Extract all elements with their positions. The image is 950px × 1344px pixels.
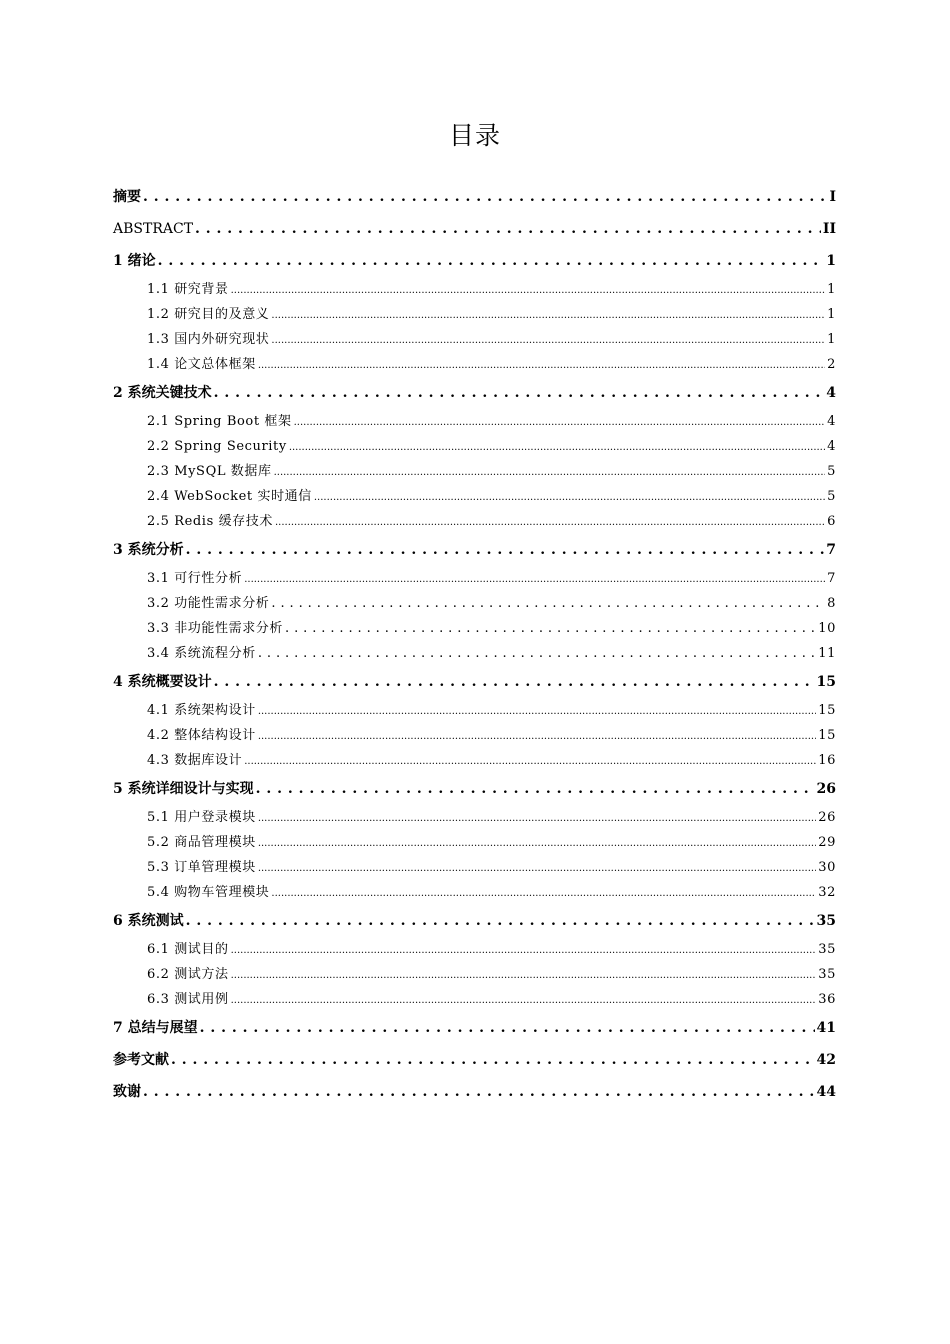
toc-entry-page: 4	[827, 414, 836, 429]
toc-entry-label: 6.3 测试用例	[147, 992, 229, 1007]
toc-entry-page: 5	[827, 489, 836, 504]
toc-entry-label: 2.3 MySQL 数据库	[147, 464, 272, 479]
dot-leader	[258, 698, 816, 724]
toc-subentry[interactable]	[113, 855, 836, 880]
toc-subentry[interactable]	[113, 723, 836, 748]
table-of-contents	[113, 181, 836, 1108]
toc-entry-page: 15	[818, 703, 836, 718]
dot-leader	[271, 327, 825, 353]
dot-leader	[186, 534, 825, 566]
toc-entry-label: 1.3 国内外研究现状	[147, 332, 270, 347]
toc-entry-label: 4.3 数据库设计	[147, 753, 243, 768]
toc-entry-label: 3.4 系统流程分析	[147, 646, 256, 661]
toc-entry-page: 5	[827, 464, 836, 479]
toc-entry-label: 5.3 订单管理模块	[147, 860, 256, 875]
toc-entry-page: 6	[827, 514, 836, 529]
toc-entry-page: 7	[826, 542, 836, 558]
dot-leader	[231, 277, 826, 303]
toc-subentry[interactable]	[113, 509, 836, 534]
toc-entry-page: 16	[818, 753, 836, 768]
toc-subentry[interactable]	[113, 937, 836, 962]
toc-entry-label: 7 总结与展望	[113, 1020, 198, 1036]
toc-entry-label: 5.1 用户登录模块	[147, 810, 256, 825]
toc-entry-label: 4.1 系统架构设计	[147, 703, 256, 718]
toc-entry-page: 44	[816, 1084, 836, 1100]
dot-leader	[186, 905, 815, 937]
dot-leader	[258, 641, 816, 666]
toc-subentry[interactable]	[113, 641, 836, 666]
toc-entry[interactable]	[113, 905, 836, 937]
toc-entry-page: 7	[827, 571, 836, 586]
toc-entry-page: 15	[816, 674, 836, 690]
toc-entry-label: 5.4 购物车管理模块	[147, 885, 270, 900]
toc-subentry[interactable]	[113, 277, 836, 302]
toc-entry[interactable]	[113, 213, 836, 245]
dot-leader	[231, 962, 817, 988]
toc-entry[interactable]	[113, 534, 836, 566]
toc-subentry[interactable]	[113, 830, 836, 855]
toc-entry-page: 32	[818, 885, 836, 900]
dot-leader	[285, 616, 816, 641]
toc-entry-label: 6.1 测试目的	[147, 942, 229, 957]
dot-leader	[231, 987, 817, 1013]
toc-entry-page: 36	[818, 992, 836, 1007]
toc-entry-label: 4.2 整体结构设计	[147, 728, 256, 743]
dot-leader	[271, 302, 825, 328]
toc-entry-page: 30	[818, 860, 836, 875]
dot-leader	[274, 459, 826, 485]
toc-entry[interactable]	[113, 377, 836, 409]
toc-entry-label: 1.1 研究背景	[147, 282, 229, 297]
toc-subentry[interactable]	[113, 616, 836, 641]
toc-entry[interactable]	[113, 1012, 836, 1044]
toc-entry-label: 2.4 WebSocket 实时通信	[147, 489, 312, 504]
toc-entry[interactable]	[113, 181, 836, 213]
toc-entry-label: 摘要	[113, 189, 141, 205]
toc-subentry[interactable]	[113, 484, 836, 509]
toc-subentry[interactable]	[113, 748, 836, 773]
toc-entry-page: 1	[827, 332, 836, 347]
toc-entry-label: 3.1 可行性分析	[147, 571, 243, 586]
toc-entry[interactable]	[113, 245, 836, 277]
toc-entry-page: 11	[818, 646, 836, 661]
toc-subentry[interactable]	[113, 805, 836, 830]
toc-entry-label: 5.2 商品管理模块	[147, 835, 256, 850]
toc-subentry[interactable]	[113, 962, 836, 987]
toc-subentry[interactable]	[113, 591, 836, 616]
toc-subentry[interactable]	[113, 327, 836, 352]
toc-entry-page: 26	[818, 810, 836, 825]
dot-leader	[258, 805, 816, 831]
toc-entry-page: 4	[827, 439, 836, 454]
dot-leader	[171, 1044, 815, 1076]
toc-entry-page: 42	[816, 1052, 836, 1068]
toc-entry-label: 3.2 功能性需求分析	[147, 596, 270, 611]
toc-entry[interactable]	[113, 1044, 836, 1076]
page-title: 目录	[448, 121, 501, 150]
toc-entry-label: ABSTRACT	[113, 221, 194, 237]
toc-entry-label: 2.5 Redis 缓存技术	[147, 514, 273, 529]
dot-leader	[158, 245, 825, 277]
toc-entry-label: 1 绪论	[113, 253, 156, 269]
toc-subentry[interactable]	[113, 459, 836, 484]
toc-entry-page: 35	[818, 942, 836, 957]
toc-entry-page: 1	[827, 307, 836, 322]
toc-entry-label: 6.2 测试方法	[147, 967, 229, 982]
toc-entry-label: 3.3 非功能性需求分析	[147, 621, 284, 636]
toc-entry-label: 2.2 Spring Security	[147, 439, 287, 454]
toc-entry-label: 2 系统关键技术	[113, 385, 212, 401]
toc-entry-page: 29	[818, 835, 836, 850]
toc-entry-label: 致谢	[113, 1084, 141, 1100]
toc-subentry[interactable]	[113, 698, 836, 723]
toc-entry[interactable]	[113, 666, 836, 698]
toc-subentry[interactable]	[113, 302, 836, 327]
toc-subentry[interactable]	[113, 880, 836, 905]
dot-leader	[314, 484, 825, 510]
toc-entry-page: 10	[818, 621, 836, 636]
dot-leader	[195, 213, 821, 245]
dot-leader	[244, 748, 816, 774]
dot-leader	[294, 409, 826, 435]
toc-entry-page: 35	[816, 913, 836, 929]
toc-subentry[interactable]	[113, 352, 836, 377]
dot-leader	[214, 666, 815, 698]
toc-entry-label: 1.2 研究目的及意义	[147, 307, 270, 322]
toc-entry-page: 1	[827, 282, 836, 297]
dot-leader	[244, 566, 825, 592]
toc-entry-label: 1.4 论文总体框架	[147, 357, 256, 372]
dot-leader	[143, 181, 827, 213]
dot-leader	[271, 591, 825, 616]
toc-entry-page: 1	[826, 253, 836, 269]
toc-entry-label: 2.1 Spring Boot 框架	[147, 414, 292, 429]
dot-leader	[214, 377, 825, 409]
toc-subentry[interactable]	[113, 566, 836, 591]
dot-leader	[256, 773, 815, 805]
dot-leader	[200, 1012, 815, 1044]
toc-entry-page: II	[822, 221, 836, 237]
dot-leader	[275, 509, 825, 535]
toc-entry-label: 6 系统测试	[113, 913, 184, 929]
toc-entry[interactable]	[113, 1076, 836, 1108]
dot-leader	[143, 1076, 815, 1108]
toc-entry[interactable]	[113, 773, 836, 805]
dot-leader	[258, 352, 825, 378]
toc-entry-page: 41	[816, 1020, 836, 1036]
toc-subentry[interactable]	[113, 409, 836, 434]
dot-leader	[258, 830, 816, 856]
toc-entry-page: 2	[827, 357, 836, 372]
toc-subentry[interactable]	[113, 987, 836, 1012]
toc-subentry[interactable]	[113, 434, 836, 459]
dot-leader	[289, 434, 825, 460]
toc-entry-label: 5 系统详细设计与实现	[113, 781, 254, 797]
toc-entry-page: 8	[827, 596, 836, 611]
toc-entry-page: 26	[816, 781, 836, 797]
toc-entry-page: 15	[818, 728, 836, 743]
toc-entry-page: 4	[826, 385, 836, 401]
toc-entry-label: 4 系统概要设计	[113, 674, 212, 690]
toc-entry-label: 参考文献	[113, 1052, 169, 1068]
toc-entry-page: 35	[818, 967, 836, 982]
dot-leader	[258, 855, 816, 881]
dot-leader	[258, 723, 816, 749]
dot-leader	[231, 937, 817, 963]
dot-leader	[271, 880, 816, 906]
toc-entry-label: 3 系统分析	[113, 542, 184, 558]
toc-entry-page: I	[829, 189, 836, 205]
